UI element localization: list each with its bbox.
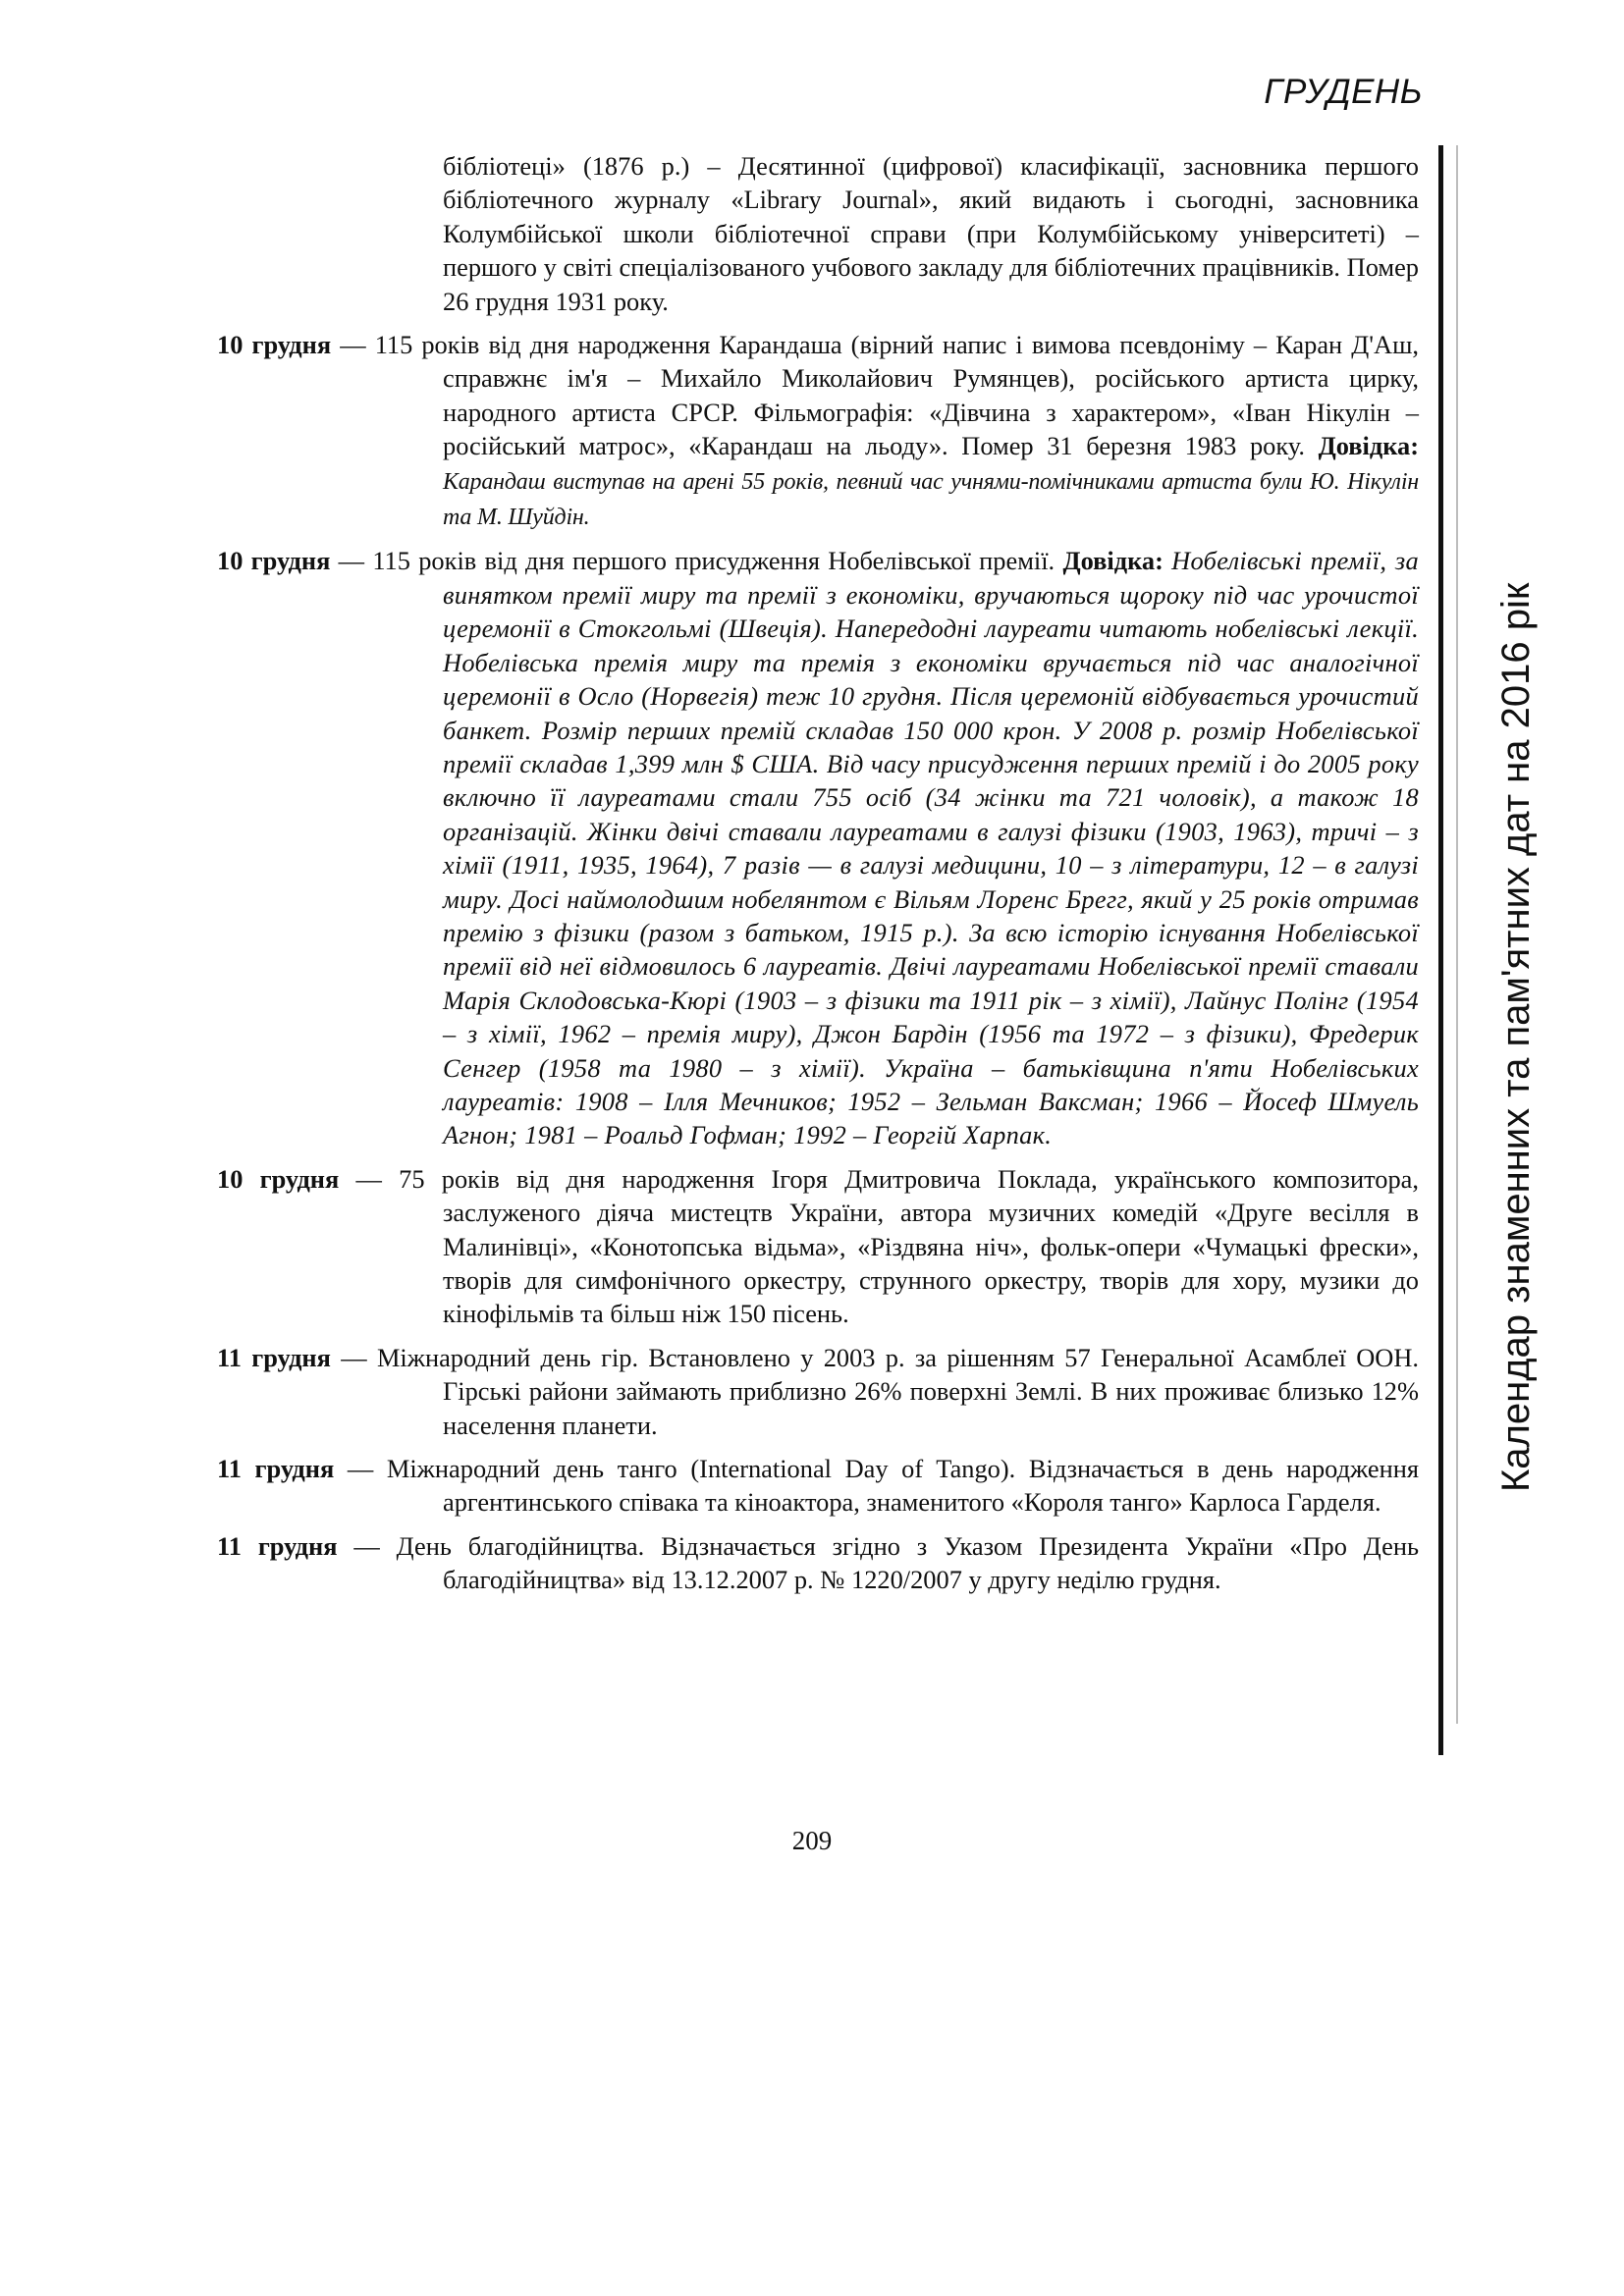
entry-text: Міжнародний день гір. Встановлено у 2003 р. за рішенням 57 Генеральної Асамблеї ООН. Гірські райони займають приблизно 26% поверхні Землі. В них проживає близько 12% населення планети. <box>376 1342 1419 1440</box>
entry <box>217 1529 1419 1597</box>
entry <box>217 544 1419 1151</box>
entry-text: бібліотеці» (1876 р.) – Десятинної (цифрової) класифікації, засновника першого бібліотечного журналу «Library Journal», який видають і сьогодні, засновника Колумбійської школи бібліотечної справи (при Колумбійському університеті) – першого у світі спеціалізованого учбового закладу для бібліотечних працівників. Помер 26 грудня 1931 року. <box>443 151 1419 316</box>
entry-note: Карандаш виступав на арені 55 років, певний час учнями-помічниками артиста були Ю. Нікулін та М. Шуйдін. <box>443 468 1419 531</box>
entry-text: День благодійництва. Відзначається згідно з Указом Президента України «Про День благодійництва» від 13.12.2007 р. № 1220/2007 у другу неділю грудня. <box>396 1530 1419 1595</box>
entry-dash: — <box>341 1342 367 1372</box>
margin-rule <box>1438 145 1443 1559</box>
margin-rule-lower <box>1438 1559 1443 1755</box>
entry-text: Міжнародний день танго (International Day of Tango). Відзначається в день народження аргентинського співака та кіноактора, знаменитого «Короля танго» Карлоса Гарделя. <box>386 1454 1419 1518</box>
entry-text: 115 років від дня першого присудження Нобелівської премії. <box>372 546 1056 576</box>
note-label: Довідка: <box>1062 546 1164 576</box>
entry-date: 10 грудня <box>217 546 331 576</box>
entry-date: 11 грудня <box>217 1530 338 1561</box>
entry-note: Нобелівські премії, за винятком премії миру та премії з економіки, вручаються щороку під час урочистої церемонії в Стокгольмі (Швеція). Напередодні лауреати читають нобелівські лекції. Нобелівська премія миру та премія з економіки вручається під час аналогічної церемонії в Осло (Норвегія) теж 10 грудня. Після церемоній відбувається урочистий банкет. Розмір перших премій складав 150 000 крон. У 2008 р. розмір Нобелівської премії складав 1,399 млн $ США. Від часу присудження перших премій і до 2005 року включно її лауреатами стали 755 осіб (34 жінки та 721 чоловік), а також 18 організацій. Жінки двічі ставали лауреатами в галузі фізики (1903, 1963), тричі – з хімії (1911, 1935, 1964), 7 разів — в галузі медицини, 10 – з літератури, 12 – в галузі миру. Досі наймолодшим нобелянтом є Вільям Лоренс Брегг, який у 25 років отримав премію з фізики (разом з батьком, 1915 р.). За всю історію існування Нобелівської премії від неї відмовилось 6 лауреатів. Двічі лауреатами Нобелівської премії ставали Марія Склодовська-Кюрі (1903 – з фізики та 1911 рік – з хімії), Лайнус Полінг (1954 – з хімії, 1962 – премія миру), Джон Бардін (1956 та 1972 – з фізики), Фредерик Сенгер (1958 та 1980 – з хімії). Україна – батьківщина п'яти Нобелівських лауреатів: 1908 – Ілля Мечников; 1952 – Зельман Ваксман; 1966 – Йосеф Шмуель Агнон; 1981 – Роальд Гофман; 1992 – Георгій Харпак. <box>443 546 1419 1150</box>
entry <box>217 1452 1419 1520</box>
entry <box>217 328 1419 534</box>
margin-thin-rule <box>1456 145 1458 1724</box>
page-content <box>217 149 1419 1607</box>
side-title: Календар знаменних та пам'ятних дат на 2016 рік <box>1494 582 1538 1492</box>
entry-continuation <box>217 149 1419 318</box>
entry-date: 11 грудня <box>217 1342 331 1372</box>
entry-dash: — <box>355 1163 382 1194</box>
entry-dash: — <box>347 1454 374 1484</box>
entry-dash: — <box>353 1530 380 1561</box>
entry-dash: — <box>338 546 365 576</box>
entry-text: 115 років від дня народження Карандаша (вірний напис і вимова псевдоніму – Каран Д'Аш, справжнє ім'я – Михайло Миколайович Румянцев), російського артиста цирку, народного артиста СРСР. Фільмографія: «Дівчина з характером», «Іван Нікулін – російський матрос», «Карандаш на льоду». Помер 31 березня 1983 року. <box>374 330 1419 461</box>
entry-dash: — <box>340 330 366 360</box>
running-head: ГРУДЕНЬ <box>1264 73 1423 111</box>
entry-date: 11 грудня <box>217 1454 335 1484</box>
entry <box>217 1162 1419 1331</box>
entry-text: 75 років від дня народження Ігоря Дмитровича Поклада, українського композитора, заслуженого діяча мистецтв України, автора музичних комедій «Друге весілля в Малинівці», «Конотопська відьма», «Різдвяна ніч», фольк-опери «Чумацькі фрески», творів для симфонічного оркестру, струнного оркестру, творів для хору, музики до кінофільмів та більш ніж 150 пісень. <box>399 1163 1419 1329</box>
entry-date: 10 грудня <box>217 330 332 360</box>
page-number: 209 <box>791 1826 833 1855</box>
entry-date: 10 грудня <box>217 1163 340 1194</box>
entry <box>217 1341 1419 1442</box>
note-label: Довідка: <box>1318 431 1419 461</box>
